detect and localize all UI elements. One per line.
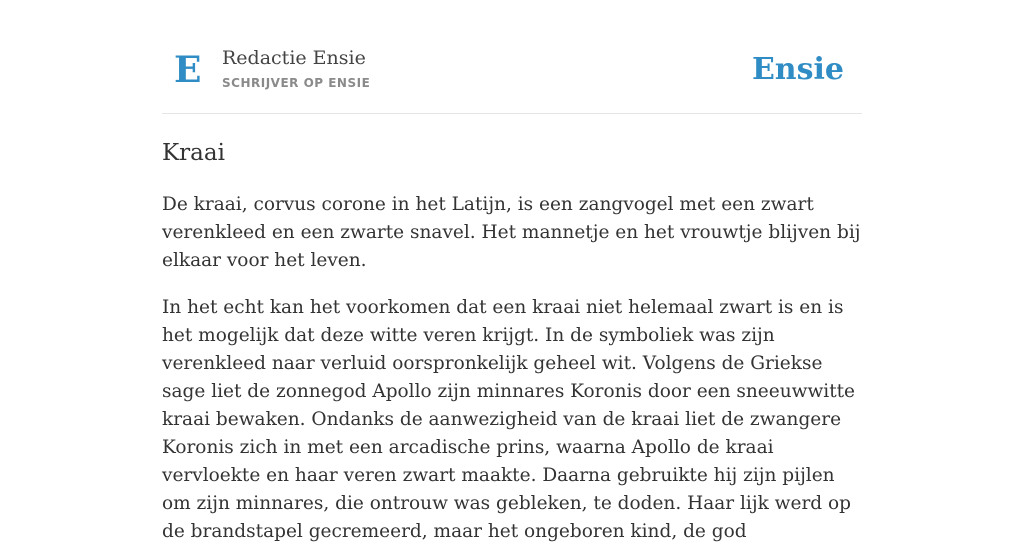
article-paragraph: In het echt kan het voorkomen dat een kraai niet helemaal zwart is en is het mogelijk dat deze witte veren krijgt. In de symboliek was zijn verenkleed naar verluid oorspronkelijk geheel wit. Volgens de Griekse sage liet de zonnegod Apollo zijn minnares Koronis door een sneeuwwitte kraai bewaken. Ondanks de aanwezigheid van de kraai liet de zwangere Koronis zich in met een arcadische prins, waarna Apollo de kraai vervloekte en haar veren zwart maakte. Daarna gebruikte hij zijn pijlen om zijn minnares, die ontrouw was gebleken, te doden. Haar lijk werd op de brandstapel gecremeerd, maar het ongeboren kind, de god bbox=[162, 297, 856, 542]
author-header bbox=[162, 0, 862, 114]
author-name[interactable]: Redactie Ensie bbox=[222, 47, 366, 69]
author-avatar[interactable]: E bbox=[174, 49, 202, 91]
article-paragraph: De kraai, corvus corone in het Latijn, is een zangvogel met een zwart verenkleed en een zwarte snavel. Het mannetje en het vrouwtje blijven bij elkaar voor het leven. bbox=[162, 194, 861, 271]
article-body bbox=[162, 191, 862, 546]
article-page bbox=[162, 0, 862, 546]
article-title: Kraai bbox=[162, 140, 225, 166]
author-role: SCHRIJVER OP ENSIE bbox=[222, 76, 371, 90]
brand-logo[interactable]: Ensie bbox=[751, 52, 844, 87]
